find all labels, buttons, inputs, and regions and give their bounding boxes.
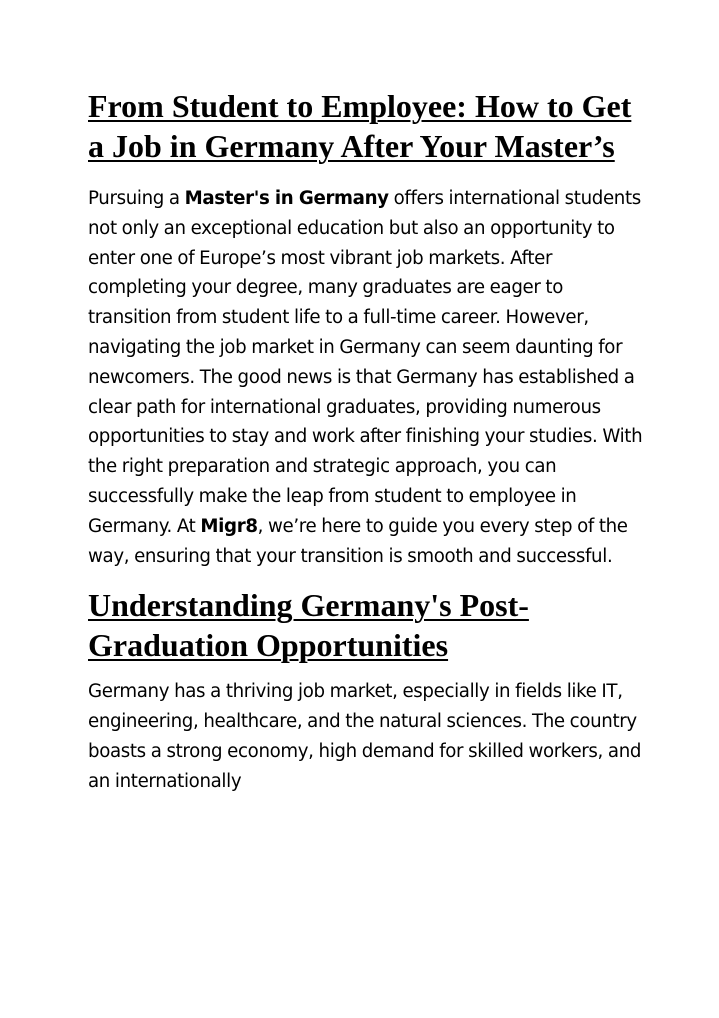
migr8-brand: Migr8 [200, 515, 258, 537]
intro-text-3: , we’re here to guide you every step of the way, ensuring that your transition is smooth and successful. [88, 515, 628, 567]
intro-paragraph [88, 184, 648, 571]
section-paragraph-post-graduation: Germany has a thriving job market, especially in fields like IT, engineering, healthcare, and the natural sciences. The country boasts a strong economy, high demand for skilled workers, and an internationally [88, 681, 642, 792]
intro-text-1: Pursuing a [88, 188, 185, 209]
article-title: From Student to Employee: How to Get a Job in Germany After Your Master’s [88, 88, 632, 164]
document-page [88, 86, 648, 797]
section-heading-post-graduation: Understanding Germany's Post-Graduation Opportunities [88, 587, 529, 664]
intro-text-2: offers international students not only an exceptional education but also an opportunity to enter one of Europe’s most vibrant job markets. After completing your degree, many graduates are eager to transition from student life to a full-time career. However, navigating the job market in Germany can seem daunting for newcomers. The good news is that Germany has established a clear path for international graduates, providing numerous opportunities to stay and work after finishing your studies. With the right preparation and strategic approach, you can successfully make the leap from student to employee in Germany. At [88, 188, 643, 537]
masters-in-germany-term: Master's in Germany [184, 188, 389, 209]
